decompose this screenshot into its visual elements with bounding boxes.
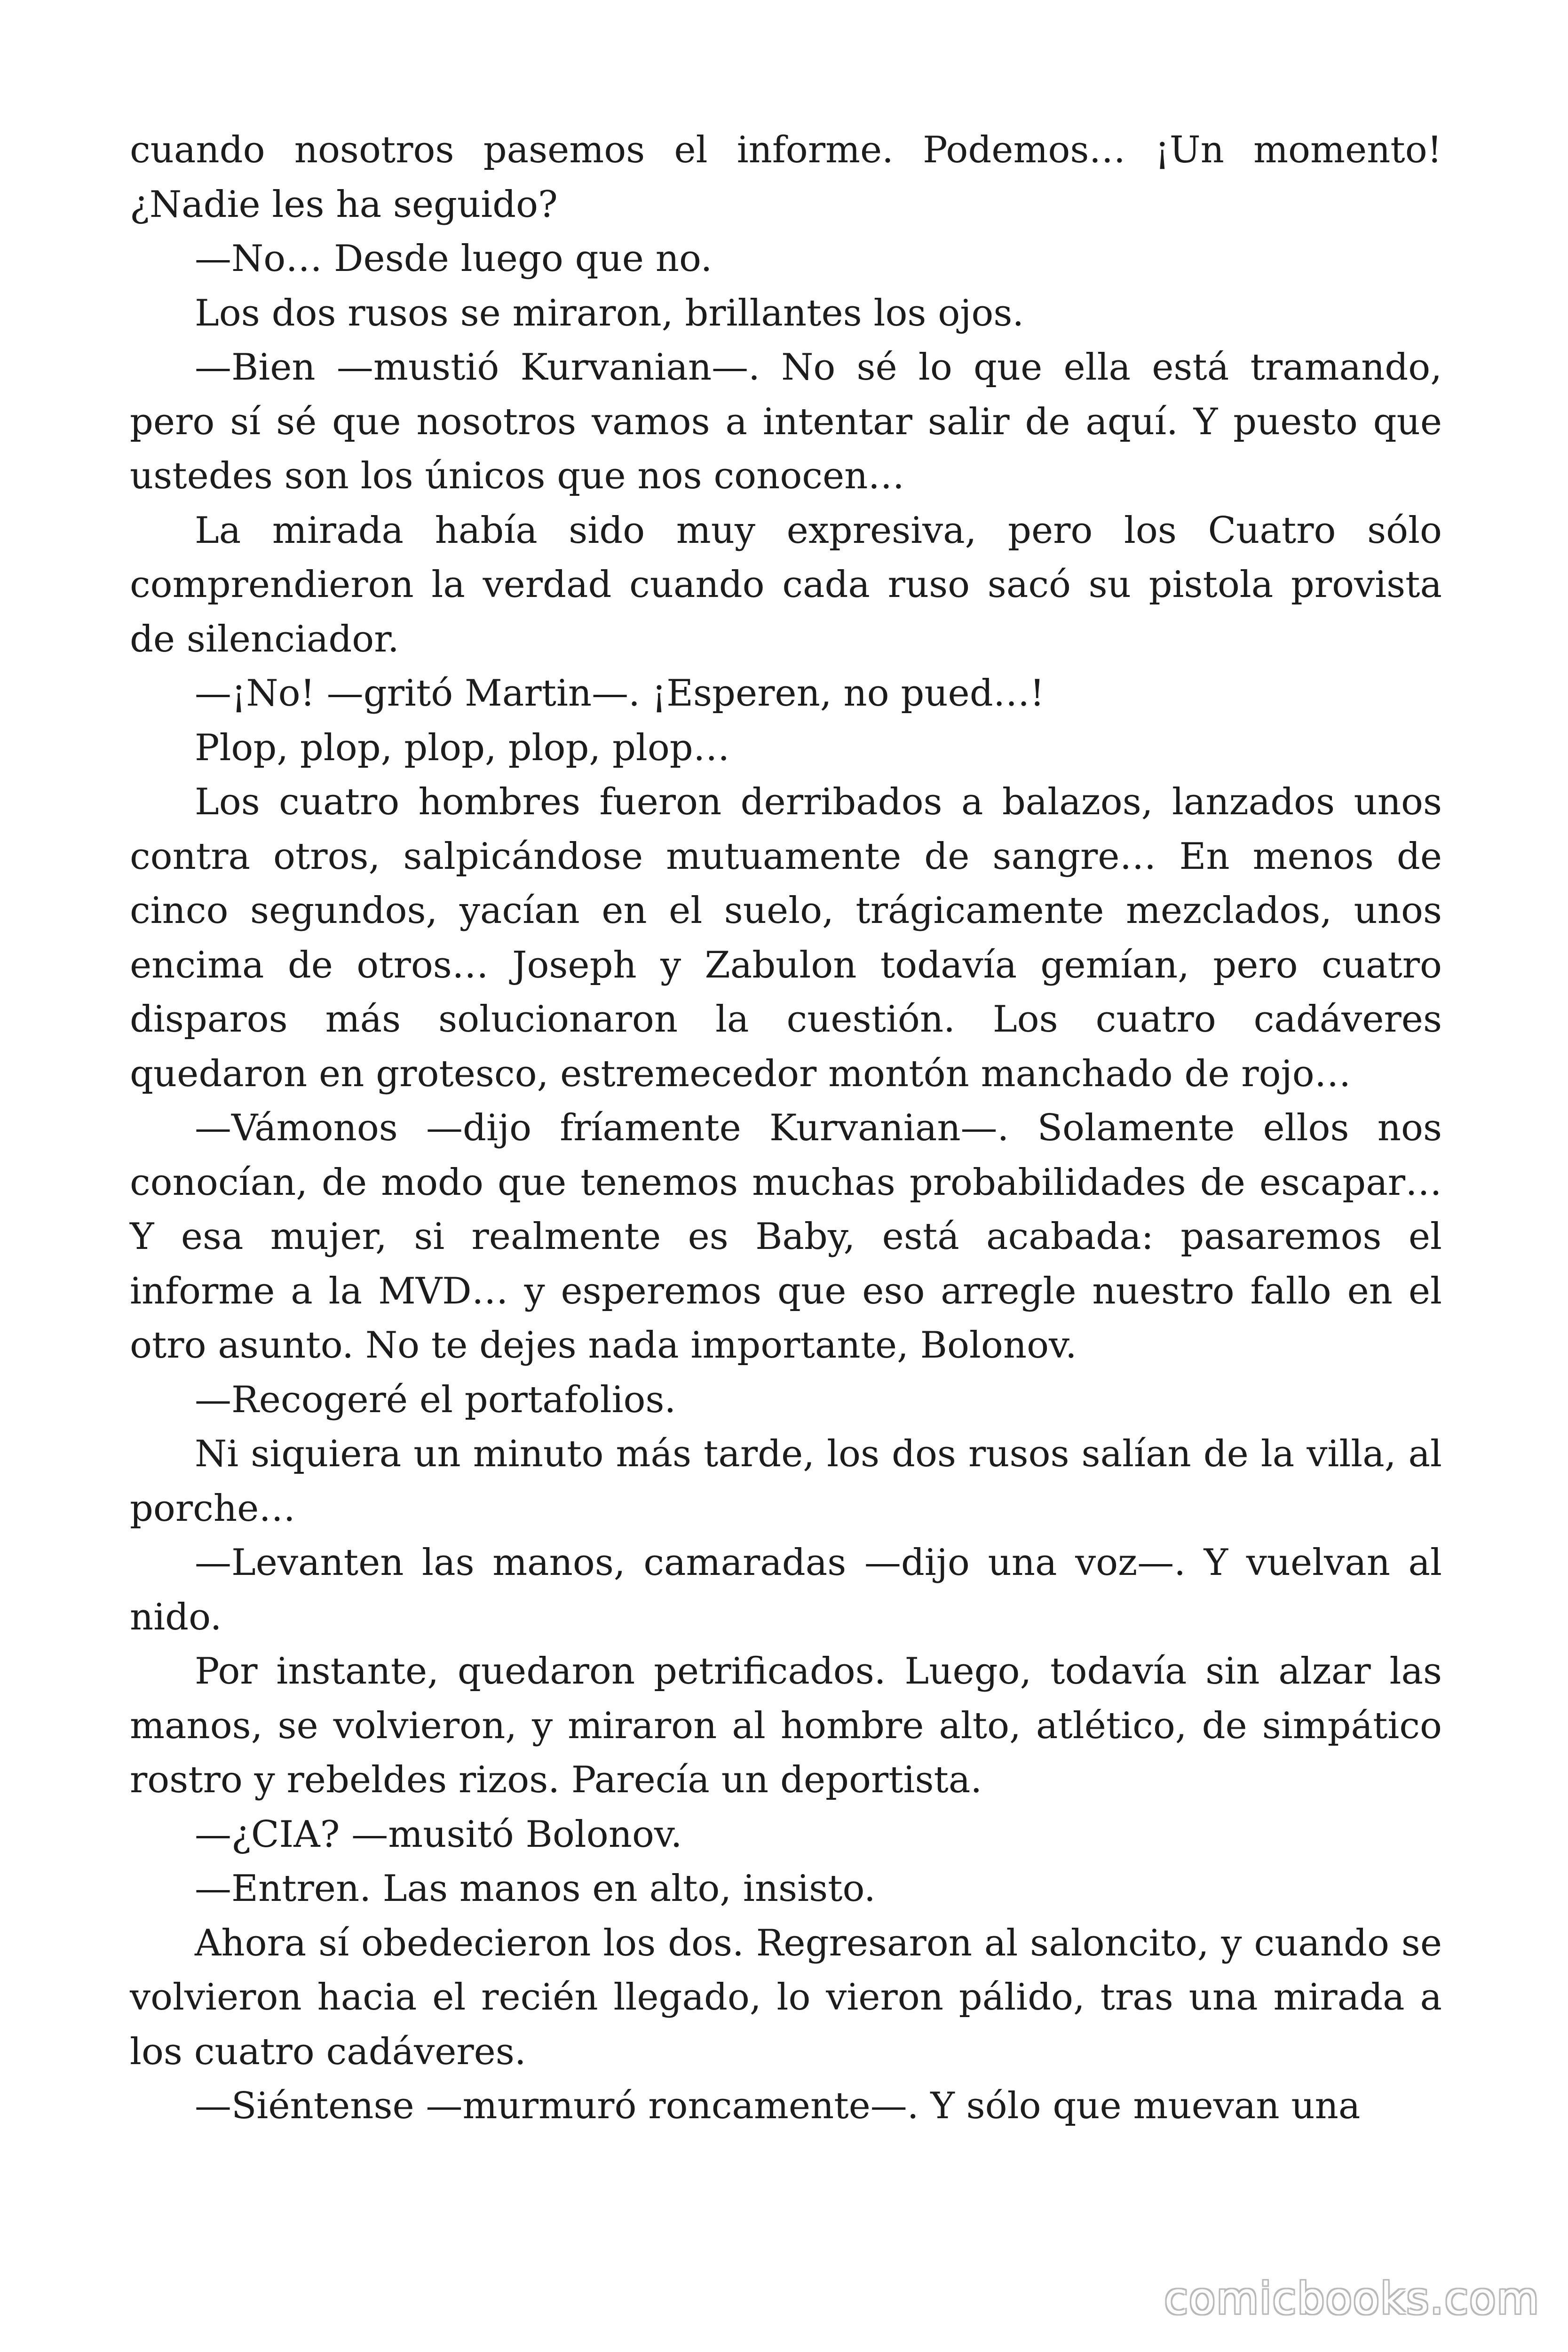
paragraph: Por instante, quedaron petrificados. Luego, todavía sin alzar las manos, se volvieron, y miraron al hombre alto, atlético, de simpático rostro y rebeldes rizos. Parecía un deportista. bbox=[130, 1650, 1442, 1801]
paragraph: —Bien —mustió Kurvanian—. No sé lo que ella está tramando, pero sí sé que nosotros vamos a intentar salir de aquí. Y puesto que ustedes son los únicos que nos conocen… bbox=[130, 346, 1442, 497]
body-text bbox=[130, 123, 1442, 2134]
paragraph: Los cuatro hombres fueron derribados a balazos, lanzados unos contra otros, salpicándose mutuamente de sangre… En menos de cinco segundos, yacían en el suelo, trágicamente mezclados, unos encima de otros… Joseph y Zabulon todavía gemían, pero cuatro disparos más solucionaron la cuestión. Los cuatro cadáveres quedaron en grotesco, estremecedor montón manchado de rojo… bbox=[130, 781, 1442, 1095]
paragraph: —Vámonos —dijo fríamente Kurvanian—. Solamente ellos nos conocían, de modo que tenemos muchas probabilidades de escapar… Y esa mujer, si realmente es Baby, está acabada: pasaremos el informe a la MVD… y esperemos que eso arregle nuestro fallo en el otro asunto. No te dejes nada importante, Bolonov. bbox=[130, 1107, 1442, 1367]
paragraph: —Siéntense —murmuró roncamente—. Y sólo que muevan una bbox=[195, 2085, 1361, 2127]
paragraph: Ahora sí obedecieron los dos. Regresaron al saloncito, y cuando se volvieron hacia el recién llegado, lo vieron pálido, tras una mirada a los cuatro cadáveres. bbox=[130, 1922, 1442, 2073]
paragraph: —Entren. Las manos en alto, insisto. bbox=[195, 1867, 876, 1910]
paragraph: —Levanten las manos, camaradas —dijo una voz—. Y vuelvan al nido. bbox=[130, 1542, 1442, 1638]
paragraph: —No… Desde luego que no. bbox=[195, 238, 713, 280]
paragraph: La mirada había sido muy expresiva, pero los Cuatro sólo comprendieron la verdad cuando cada ruso sacó su pistola provista de silenciador. bbox=[130, 509, 1442, 660]
watermark: comicbooks.com bbox=[1164, 2273, 1540, 2324]
paragraph: —¡No! —gritó Martin—. ¡Esperen, no pued…! bbox=[195, 672, 1045, 715]
paragraph: Ni siquiera un minuto más tarde, los dos rusos salían de la villa, al porche… bbox=[130, 1433, 1442, 1530]
paragraph: Los dos rusos se miraron, brillantes los ojos. bbox=[195, 292, 1024, 334]
paragraph: —¿CIA? —musitó Bolonov. bbox=[195, 1813, 682, 1856]
paragraph: Plop, plop, plop, plop, plop… bbox=[195, 726, 730, 769]
paragraph-continuation: cuando nosotros pasemos el informe. Podemos… ¡Un momento! ¿Nadie les ha seguido? bbox=[130, 129, 1442, 226]
paragraph: —Recogeré el portafolios. bbox=[195, 1378, 676, 1421]
